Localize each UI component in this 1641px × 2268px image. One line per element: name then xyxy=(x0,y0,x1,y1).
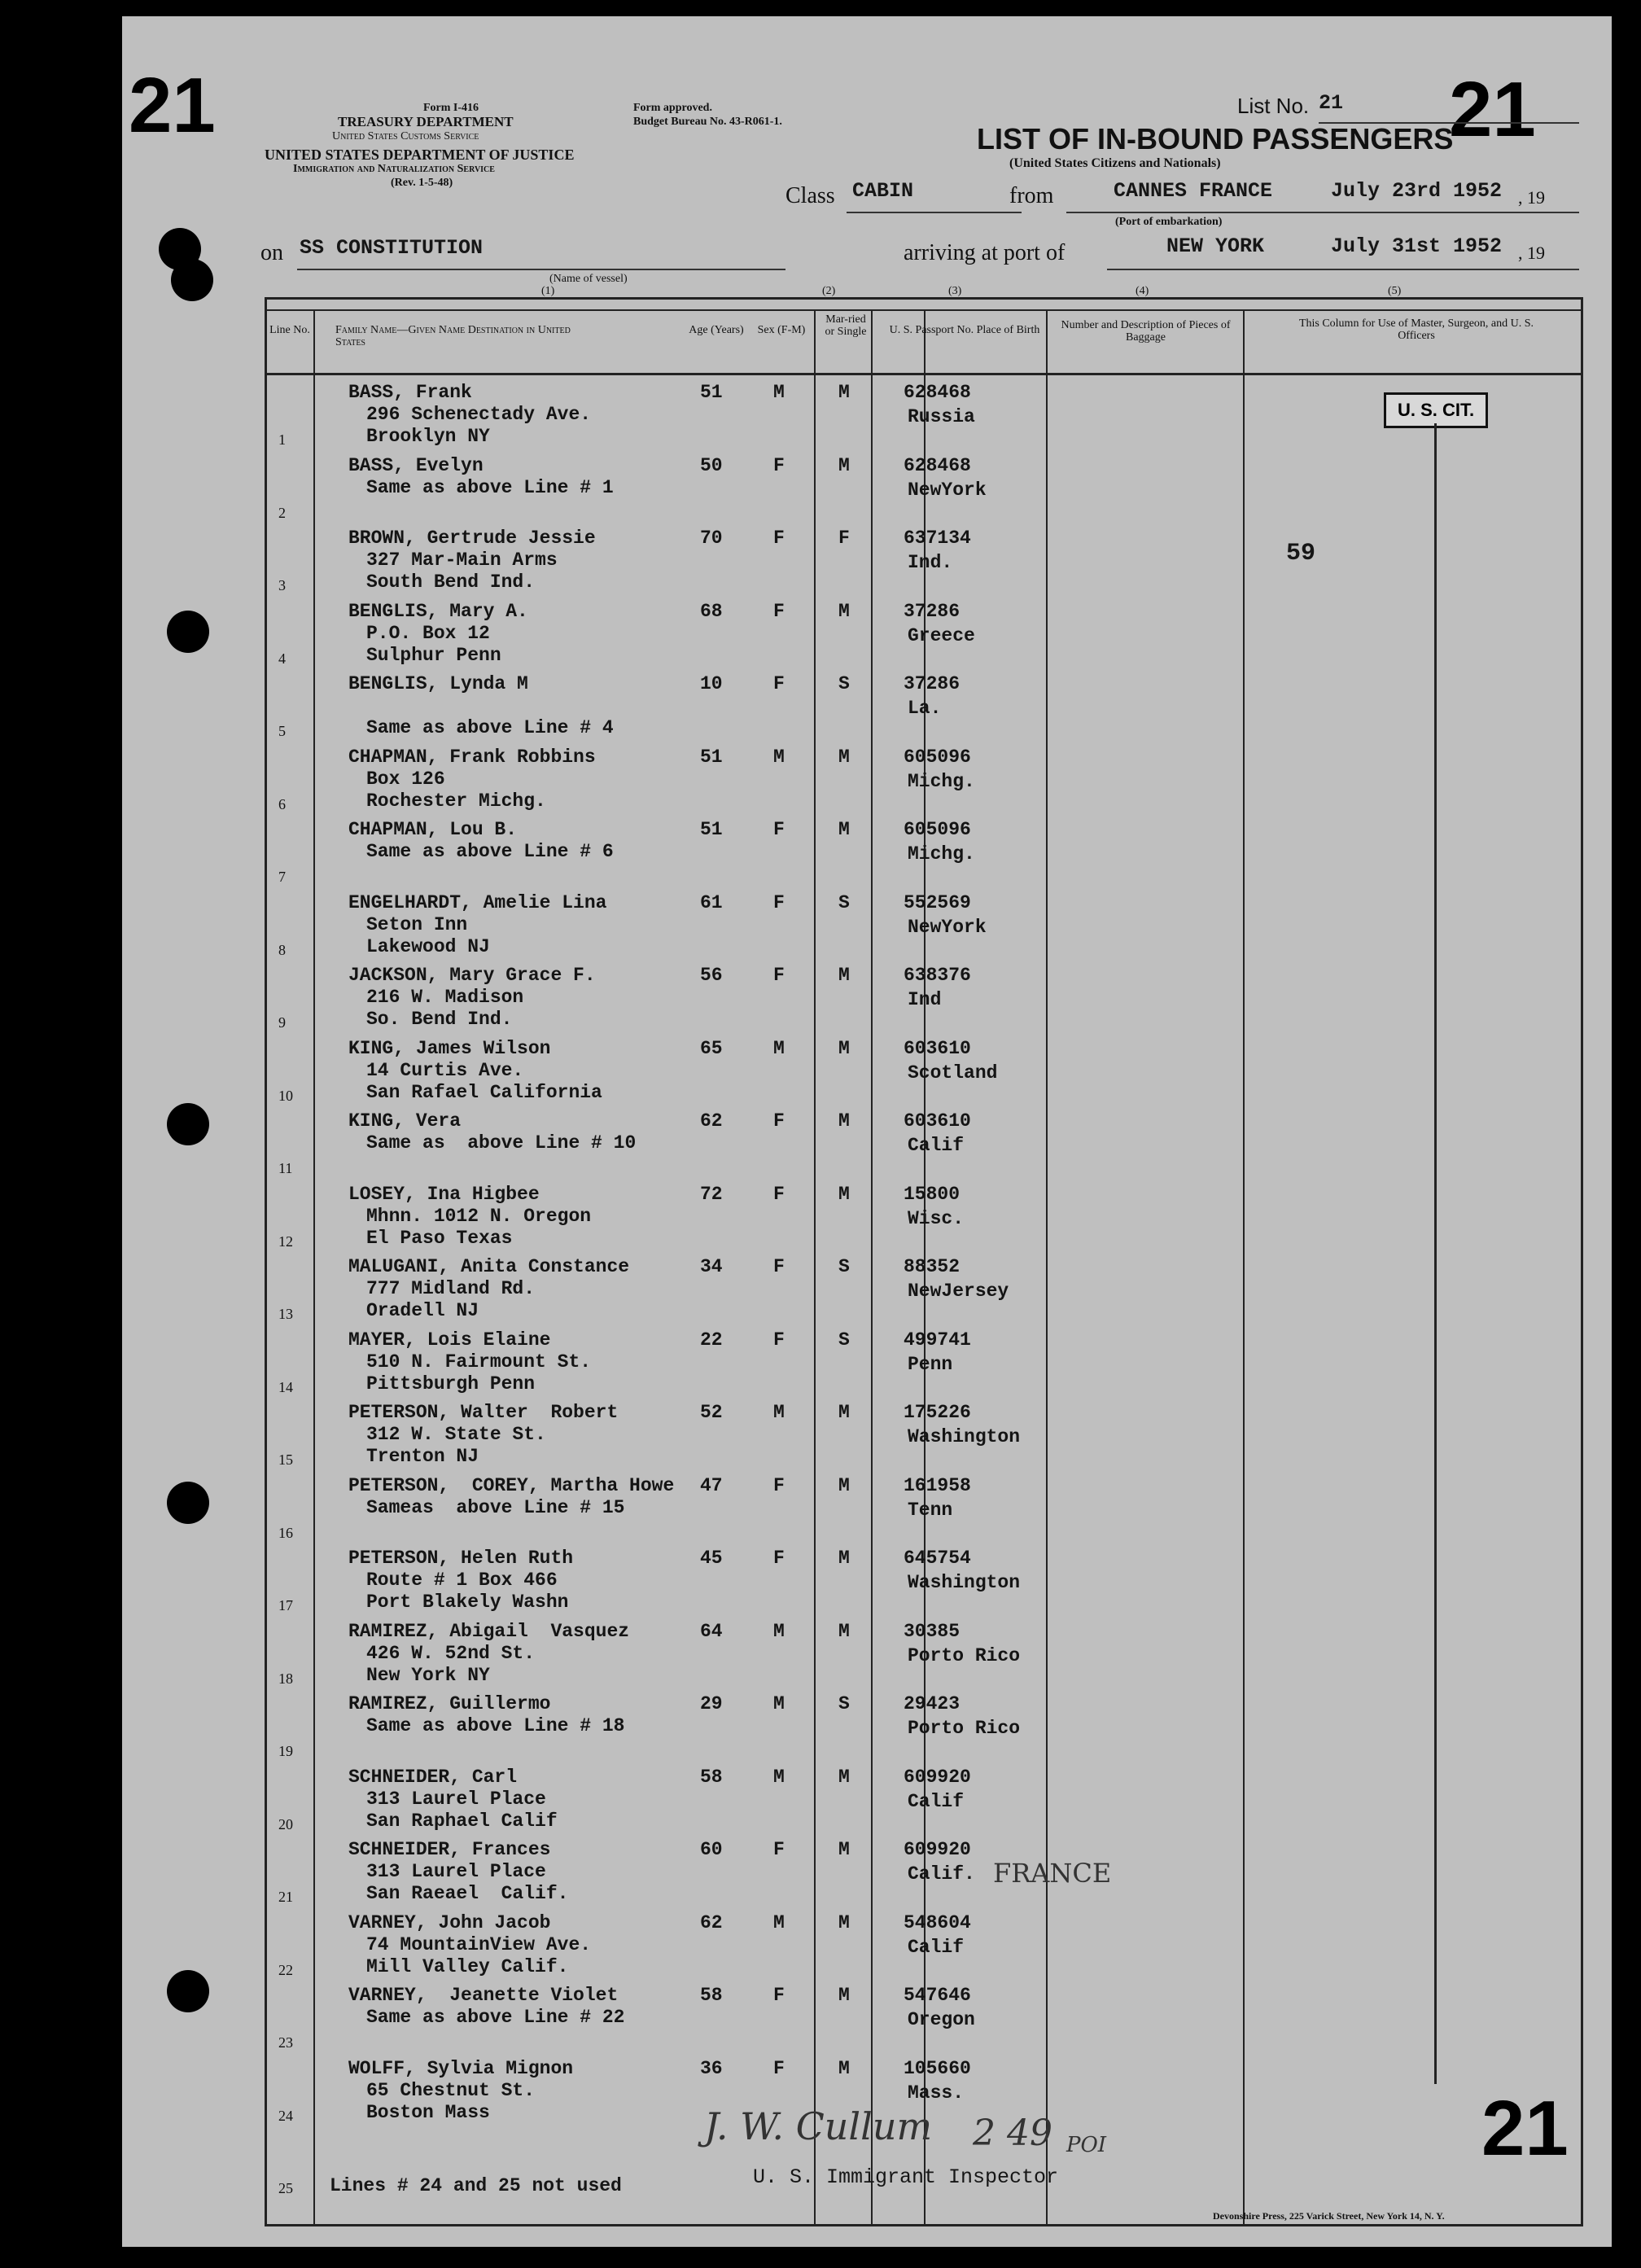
address-line-2: San Raphael Calif xyxy=(366,1810,558,1832)
address-line-2: South Bend Ind. xyxy=(366,571,536,593)
passport-number: 638376 xyxy=(904,965,971,986)
passenger-name: JACKSON, Mary Grace F. xyxy=(348,965,596,986)
passport-number: 628468 xyxy=(904,454,971,476)
birthplace: NewJersey xyxy=(908,1281,1009,1302)
passenger-name: KING, James Wilson xyxy=(348,1037,551,1059)
passenger-name: BENGLIS, Lynda M xyxy=(348,673,528,694)
sex-value: M xyxy=(773,746,785,768)
passenger-name: VARNEY, John Jacob xyxy=(348,1911,551,1933)
class-label: Class xyxy=(785,183,835,208)
age-value: 36 xyxy=(700,2057,723,2079)
passport-number: 499741 xyxy=(904,1329,971,1351)
table-row xyxy=(122,746,1612,819)
arrival-port: NEW YORK xyxy=(1166,234,1265,258)
passenger-name: RAMIREZ, Abigail Vasquez xyxy=(348,1620,630,1642)
line-number: 7 xyxy=(278,869,286,885)
address-line-1: 74 MountainView Ave. xyxy=(366,1933,592,1955)
age-value: 51 xyxy=(700,382,723,403)
address-line-1: 327 Mar-Main Arms xyxy=(366,549,558,571)
address-line-1: 65 Chestnut St. xyxy=(366,2079,536,2101)
sex-value: M xyxy=(773,1620,785,1642)
table-row xyxy=(122,1329,1612,1402)
age-value: 61 xyxy=(700,891,723,913)
address-line-2: Oradell NJ xyxy=(366,1300,479,1321)
table-row xyxy=(122,1766,1612,1839)
officer-note-59: 59 xyxy=(1286,540,1316,567)
age-value: 64 xyxy=(700,1620,723,1642)
sex-value: F xyxy=(773,965,785,986)
line-number: 11 xyxy=(278,1160,293,1176)
address-line-1: Box 126 xyxy=(366,768,445,790)
marital-status: M xyxy=(838,1474,850,1496)
passport-number: 175226 xyxy=(904,1402,971,1423)
date-suffix: , 19 xyxy=(1518,187,1545,208)
address-line-1: 510 N. Fairmount St. xyxy=(366,1351,592,1373)
passenger-name: PETERSON, Helen Ruth xyxy=(348,1548,574,1569)
address-line-2: Boston Mass xyxy=(366,2101,490,2123)
corner-number-right: 21 xyxy=(1449,66,1536,153)
marital-status: S xyxy=(838,1329,850,1351)
col-header-name: Family Name—Given Name Destination in United States xyxy=(335,324,571,348)
sex-value: F xyxy=(773,528,785,549)
sex-value: F xyxy=(773,600,785,622)
arriving-label: arriving at port of xyxy=(904,240,1066,265)
age-value: 72 xyxy=(700,1183,723,1205)
address-line-2: Lakewood NJ xyxy=(366,935,490,957)
address-line-2: San Rafael California xyxy=(366,1081,602,1103)
table-row xyxy=(122,1620,1612,1693)
port-caption: (Port of embarkation) xyxy=(1115,216,1223,228)
sex-value: F xyxy=(773,819,785,840)
birthplace: Ind. xyxy=(908,552,953,573)
passenger-name: BROWN, Gertrude Jessie xyxy=(348,528,596,549)
passport-number: 637134 xyxy=(904,528,971,549)
birthplace: Michg. xyxy=(908,843,975,865)
on-label: on xyxy=(260,240,283,265)
passenger-name: BENGLIS, Mary A. xyxy=(348,600,528,622)
sex-value: F xyxy=(773,1183,785,1205)
inspector-label: U. S. Immigrant Inspector xyxy=(753,2165,1059,2189)
passenger-name: SCHNEIDER, Carl xyxy=(348,1766,518,1788)
marital-status: M xyxy=(838,1985,850,2006)
address-line-1: Route # 1 Box 466 xyxy=(366,1570,558,1591)
birthplace: Calif xyxy=(908,1936,965,1958)
address-line-1: 313 Laurel Place xyxy=(366,1861,546,1882)
age-value: 58 xyxy=(700,1766,723,1788)
age-value: 68 xyxy=(700,600,723,622)
address-line-1: 426 W. 52nd St. xyxy=(366,1642,536,1664)
age-value: 51 xyxy=(700,746,723,768)
passenger-name: PETERSON, Walter Robert xyxy=(348,1402,619,1423)
table-row xyxy=(122,527,1612,600)
passenger-name: RAMIREZ, Guillermo xyxy=(348,1693,551,1714)
passport-number: 628468 xyxy=(904,382,971,403)
col-num-1: (1) xyxy=(541,285,555,297)
list-no: 21 xyxy=(1319,91,1344,115)
passport-number: 29423 xyxy=(904,1693,961,1714)
col-header-officers: This Column for Use of Master, Surgeon, and U. S. Officers xyxy=(1298,317,1534,342)
passport-number: 552569 xyxy=(904,891,971,913)
passenger-name: PETERSON, COREY, Martha Howe xyxy=(348,1474,675,1496)
birthplace: Michg. xyxy=(908,770,975,792)
line-number: 21 xyxy=(278,1889,293,1905)
line-number: 10 xyxy=(278,1087,293,1104)
embarkation-date: July 23rd 1952 xyxy=(1331,179,1503,203)
passenger-name: LOSEY, Ina Higbee xyxy=(348,1183,540,1205)
marital-status: M xyxy=(838,746,850,768)
line-number: 15 xyxy=(278,1451,293,1468)
age-value: 56 xyxy=(700,965,723,986)
address-line-1: 296 Schenectady Ave. xyxy=(366,404,592,425)
address-line-2: Mill Valley Calif. xyxy=(366,1955,569,1977)
form-approved: Form approved. xyxy=(633,102,712,114)
col-num-3: (3) xyxy=(948,285,962,297)
line-number: 12 xyxy=(278,1233,293,1250)
address-line-2: So. Bend Ind. xyxy=(366,1009,513,1030)
passport-number: 105660 xyxy=(904,2057,971,2079)
passenger-name: MALUGANI, Anita Constance xyxy=(348,1256,630,1277)
address-line-1: 313 Laurel Place xyxy=(366,1788,546,1810)
marital-status: S xyxy=(838,673,850,694)
from-label: from xyxy=(1009,183,1054,208)
address-line-2: New York NY xyxy=(366,1664,490,1686)
sex-value: M xyxy=(773,1766,785,1788)
table-row xyxy=(122,454,1612,528)
marital-status: M xyxy=(838,1402,850,1423)
marital-status: M xyxy=(838,1620,850,1642)
age-value: 22 xyxy=(700,1329,723,1351)
birthplace: Tenn xyxy=(908,1499,953,1521)
passport-number: 609920 xyxy=(904,1766,971,1788)
address-line-1: 777 Midland Rd. xyxy=(366,1278,536,1299)
passport-number: 605096 xyxy=(904,746,971,768)
birthplace: Calif. xyxy=(908,1863,975,1885)
age-value: 45 xyxy=(700,1548,723,1569)
arrival-date: July 31st 1952 xyxy=(1331,234,1503,258)
address-line-2: Brooklyn NY xyxy=(366,426,490,447)
printer-imprint: Devonshire Press, 225 Varick Street, New York 14, N. Y. xyxy=(1213,2210,1445,2222)
passport-number: 161958 xyxy=(904,1474,971,1496)
marital-status: M xyxy=(838,382,850,403)
age-value: 52 xyxy=(700,1402,723,1423)
marital-status: M xyxy=(838,1548,850,1569)
sex-value: F xyxy=(773,1256,785,1277)
passport-number: 30385 xyxy=(904,1620,961,1642)
marital-status: S xyxy=(838,1693,850,1714)
sex-value: M xyxy=(773,1037,785,1059)
address-line-1: 14 Curtis Ave. xyxy=(366,1059,524,1081)
table-row xyxy=(122,600,1612,673)
col-num-5: (5) xyxy=(1388,285,1402,297)
age-value: 34 xyxy=(700,1256,723,1277)
birthplace: Penn xyxy=(908,1353,953,1375)
address-line-1: Sameas above Line # 15 xyxy=(366,1496,625,1518)
sex-value: M xyxy=(773,1693,785,1714)
table-row xyxy=(122,1911,1612,1985)
punch-hole xyxy=(167,1482,209,1524)
sex-value: M xyxy=(773,1911,785,1933)
birthplace: Russia xyxy=(908,406,975,427)
class-value: CABIN xyxy=(852,179,914,203)
passport-number: 605096 xyxy=(904,819,971,840)
passenger-name: SCHNEIDER, Frances xyxy=(348,1839,551,1860)
sex-value: F xyxy=(773,1839,785,1860)
marital-status: M xyxy=(838,1183,850,1205)
table-row xyxy=(122,1474,1612,1548)
passport-number: 645754 xyxy=(904,1548,971,1569)
lines-not-used: Lines # 24 and 25 not used xyxy=(330,2175,622,2196)
address-line-1: Mhnn. 1012 N. Oregon xyxy=(366,1205,592,1227)
passport-number: 609920 xyxy=(904,1839,971,1860)
age-value: 50 xyxy=(700,454,723,476)
table-row xyxy=(122,1183,1612,1256)
sex-value: F xyxy=(773,673,785,694)
vessel-name: SS CONSTITUTION xyxy=(300,236,484,260)
arrival-date-suffix: , 19 xyxy=(1518,243,1545,263)
age-value: 62 xyxy=(700,1110,723,1132)
address-line-2: Port Blakely Washn xyxy=(366,1592,569,1613)
birthplace: Calif xyxy=(908,1790,965,1812)
vessel-caption: (Name of vessel) xyxy=(549,273,628,285)
list-subtitle: (United States Citizens and Nationals) xyxy=(1009,156,1221,170)
col-header-married: Mar-ried or Single xyxy=(825,313,867,338)
col-header-sex: Sex (F-M) xyxy=(757,324,806,336)
passenger-name: BASS, Frank xyxy=(348,382,472,403)
marital-status: M xyxy=(838,1766,850,1788)
passport-number: 37286 xyxy=(904,673,961,694)
table-row xyxy=(122,1255,1612,1329)
us-citizen-stamp: U. S. CIT. xyxy=(1384,392,1488,428)
inspector-signature: J. W. Cullum xyxy=(704,2104,933,2148)
line-number: 14 xyxy=(278,1378,293,1395)
age-value: 60 xyxy=(700,1839,723,1860)
table-row xyxy=(122,818,1612,891)
passenger-name: VARNEY, Jeanette Violet xyxy=(348,1985,619,2006)
address-line-1: Same as above Line # 22 xyxy=(366,2007,625,2028)
line-number: 2 xyxy=(278,504,286,521)
sex-value: F xyxy=(773,1474,785,1496)
age-value: 47 xyxy=(700,1474,723,1496)
marital-status: F xyxy=(838,528,850,549)
birthplace: NewYork xyxy=(908,479,987,501)
col-num-2: (2) xyxy=(822,285,836,297)
birthplace: Mass. xyxy=(908,2082,965,2104)
col-header-age: Age (Years) xyxy=(689,324,744,336)
address-line-2: Trenton NJ xyxy=(366,1446,479,1467)
marital-status: S xyxy=(838,891,850,913)
birthplace: Greece xyxy=(908,624,975,646)
sex-value: F xyxy=(773,1329,785,1351)
line-number: 3 xyxy=(278,577,286,593)
line-number: 16 xyxy=(278,1524,293,1541)
table-row xyxy=(122,891,1612,965)
sex-value: M xyxy=(773,382,785,403)
line-number: 6 xyxy=(278,795,286,812)
marital-status: M xyxy=(838,965,850,986)
line-number: 13 xyxy=(278,1306,293,1322)
birthplace: Washington xyxy=(908,1426,1021,1447)
col-header-baggage: Number and Description of Pieces of Baggage xyxy=(1061,319,1231,344)
address-line-1: 312 W. State St. xyxy=(366,1424,546,1445)
table-row xyxy=(122,1037,1612,1110)
manifest-sheet xyxy=(122,16,1612,2247)
sex-value: F xyxy=(773,1548,785,1569)
sex-value: F xyxy=(773,2057,785,2079)
passenger-name: WOLFF, Sylvia Mignon xyxy=(348,2057,574,2079)
col-header-passport: U. S. Passport No. Place of Birth xyxy=(889,324,1040,336)
corner-number-left: 21 xyxy=(129,62,216,149)
table-row xyxy=(122,1838,1612,1911)
age-value: 10 xyxy=(700,673,723,694)
table-row xyxy=(122,1110,1612,1183)
line-number: 22 xyxy=(278,1961,293,1978)
punch-hole xyxy=(167,611,209,653)
sex-value: F xyxy=(773,891,785,913)
address-line-1: Same as above Line # 18 xyxy=(366,1715,625,1736)
table-row xyxy=(122,672,1612,746)
age-value: 29 xyxy=(700,1693,723,1714)
form-number: Form I-416 xyxy=(423,102,479,114)
passport-number: 547646 xyxy=(904,1985,971,2006)
col-num-4: (4) xyxy=(1136,285,1149,297)
passenger-name: ENGELHARDT, Amelie Lina xyxy=(348,891,607,913)
line-number: 20 xyxy=(278,1815,293,1832)
passport-number: 37286 xyxy=(904,600,961,622)
sex-value: F xyxy=(773,454,785,476)
address-line-2: Pittsburgh Penn xyxy=(366,1373,536,1395)
passenger-name: CHAPMAN, Frank Robbins xyxy=(348,746,596,768)
passport-number: 603610 xyxy=(904,1110,971,1132)
table-row xyxy=(122,1547,1612,1620)
passenger-name: CHAPMAN, Lou B. xyxy=(348,819,518,840)
age-value: 58 xyxy=(700,1985,723,2006)
passport-number: 548604 xyxy=(904,1911,971,1933)
pol-note: POI xyxy=(1066,2133,1107,2157)
marital-status: M xyxy=(838,1110,850,1132)
address-line-1: 216 W. Madison xyxy=(366,987,524,1008)
birthplace: Wisc. xyxy=(908,1207,965,1229)
address-line-2: El Paso Texas xyxy=(366,1227,513,1249)
marital-status: M xyxy=(838,819,850,840)
birthplace: Ind xyxy=(908,989,942,1010)
line-number: 8 xyxy=(278,941,286,958)
france-note: FRANCE xyxy=(993,1858,1112,1889)
birthplace: Calif xyxy=(908,1135,965,1156)
table-row xyxy=(122,964,1612,1037)
address-line-2: Sulphur Penn xyxy=(366,644,501,666)
address-line-2: Rochester Michg. xyxy=(366,790,546,812)
doj-title: UNITED STATES DEPARTMENT OF JUSTICE xyxy=(265,147,575,163)
punch-hole xyxy=(167,1103,209,1145)
age-value: 65 xyxy=(700,1037,723,1059)
birthplace: La. xyxy=(908,698,942,719)
sex-value: M xyxy=(773,1402,785,1423)
passenger-name: BASS, Evelyn xyxy=(348,454,484,476)
line-number: 1 xyxy=(278,431,286,448)
birthplace: Scotland xyxy=(908,1062,998,1084)
birthplace: Oregon xyxy=(908,2009,975,2030)
marital-status: M xyxy=(838,600,850,622)
marital-status: M xyxy=(838,2057,850,2079)
marital-status: M xyxy=(838,454,850,476)
port-of-embarkation: CANNES FRANCE xyxy=(1114,179,1273,203)
birthplace: NewYork xyxy=(908,916,987,938)
marital-status: M xyxy=(838,1037,850,1059)
address-line-1: Same as above Line # 10 xyxy=(366,1132,637,1154)
revision: (Rev. 1-5-48) xyxy=(391,177,453,189)
passport-number: 603610 xyxy=(904,1037,971,1059)
address-line-2: San Raeael Calif. xyxy=(366,1883,569,1904)
sex-value: F xyxy=(773,1985,785,2006)
passport-number: 88352 xyxy=(904,1256,961,1277)
table-row xyxy=(122,1984,1612,2057)
ins-title: Immigration and Naturalization Service xyxy=(293,163,495,175)
passport-number: 15800 xyxy=(904,1183,961,1205)
customs-service: United States Customs Service xyxy=(332,130,479,142)
marital-status: M xyxy=(838,1911,850,1933)
list-title: LIST OF IN-BOUND PASSENGERS xyxy=(977,122,1454,155)
birthplace: Porto Rico xyxy=(908,1718,1021,1739)
passenger-name: KING, Vera xyxy=(348,1110,462,1132)
age-value: 70 xyxy=(700,528,723,549)
birthplace: Porto Rico xyxy=(908,1644,1021,1666)
line-number: 4 xyxy=(278,650,286,667)
treasury-dept: TREASURY DEPARTMENT xyxy=(338,114,514,129)
age-value: 62 xyxy=(700,1911,723,1933)
line-number: 18 xyxy=(278,1670,293,1687)
punch-hole xyxy=(167,1970,209,2012)
line-number: 17 xyxy=(278,1597,293,1613)
address-line-1: P.O. Box 12 xyxy=(366,622,490,644)
line-number: 19 xyxy=(278,1743,293,1759)
marital-status: M xyxy=(838,1839,850,1860)
list-no-label: List No. xyxy=(1237,94,1310,118)
inspector-initials: 2 49 xyxy=(973,2113,1052,2154)
line-number: 23 xyxy=(278,2034,293,2051)
birthplace: Washington xyxy=(908,1572,1021,1593)
address-line-1: Same as above Line # 6 xyxy=(366,841,614,862)
line-number: 24 xyxy=(278,2107,293,2124)
budget-bureau: Budget Bureau No. 43-R061-1. xyxy=(633,116,782,128)
passenger-name: MAYER, Lois Elaine xyxy=(348,1329,551,1351)
punch-hole xyxy=(171,259,213,301)
age-value: 51 xyxy=(700,819,723,840)
address-line-1: Same as above Line # 1 xyxy=(366,476,614,498)
address-line-2: Same as above Line # 4 xyxy=(366,717,614,738)
table-row xyxy=(122,1401,1612,1474)
table-row xyxy=(122,1692,1612,1766)
corner-number-bottom: 21 xyxy=(1481,2085,1569,2172)
line-number: 25 xyxy=(278,2180,293,2196)
line-number: 9 xyxy=(278,1014,286,1031)
address-line-1: Seton Inn xyxy=(366,913,468,935)
sex-value: F xyxy=(773,1110,785,1132)
line-number: 5 xyxy=(278,723,286,739)
marital-status: S xyxy=(838,1256,850,1277)
col-header-line: Line No. xyxy=(269,324,310,336)
